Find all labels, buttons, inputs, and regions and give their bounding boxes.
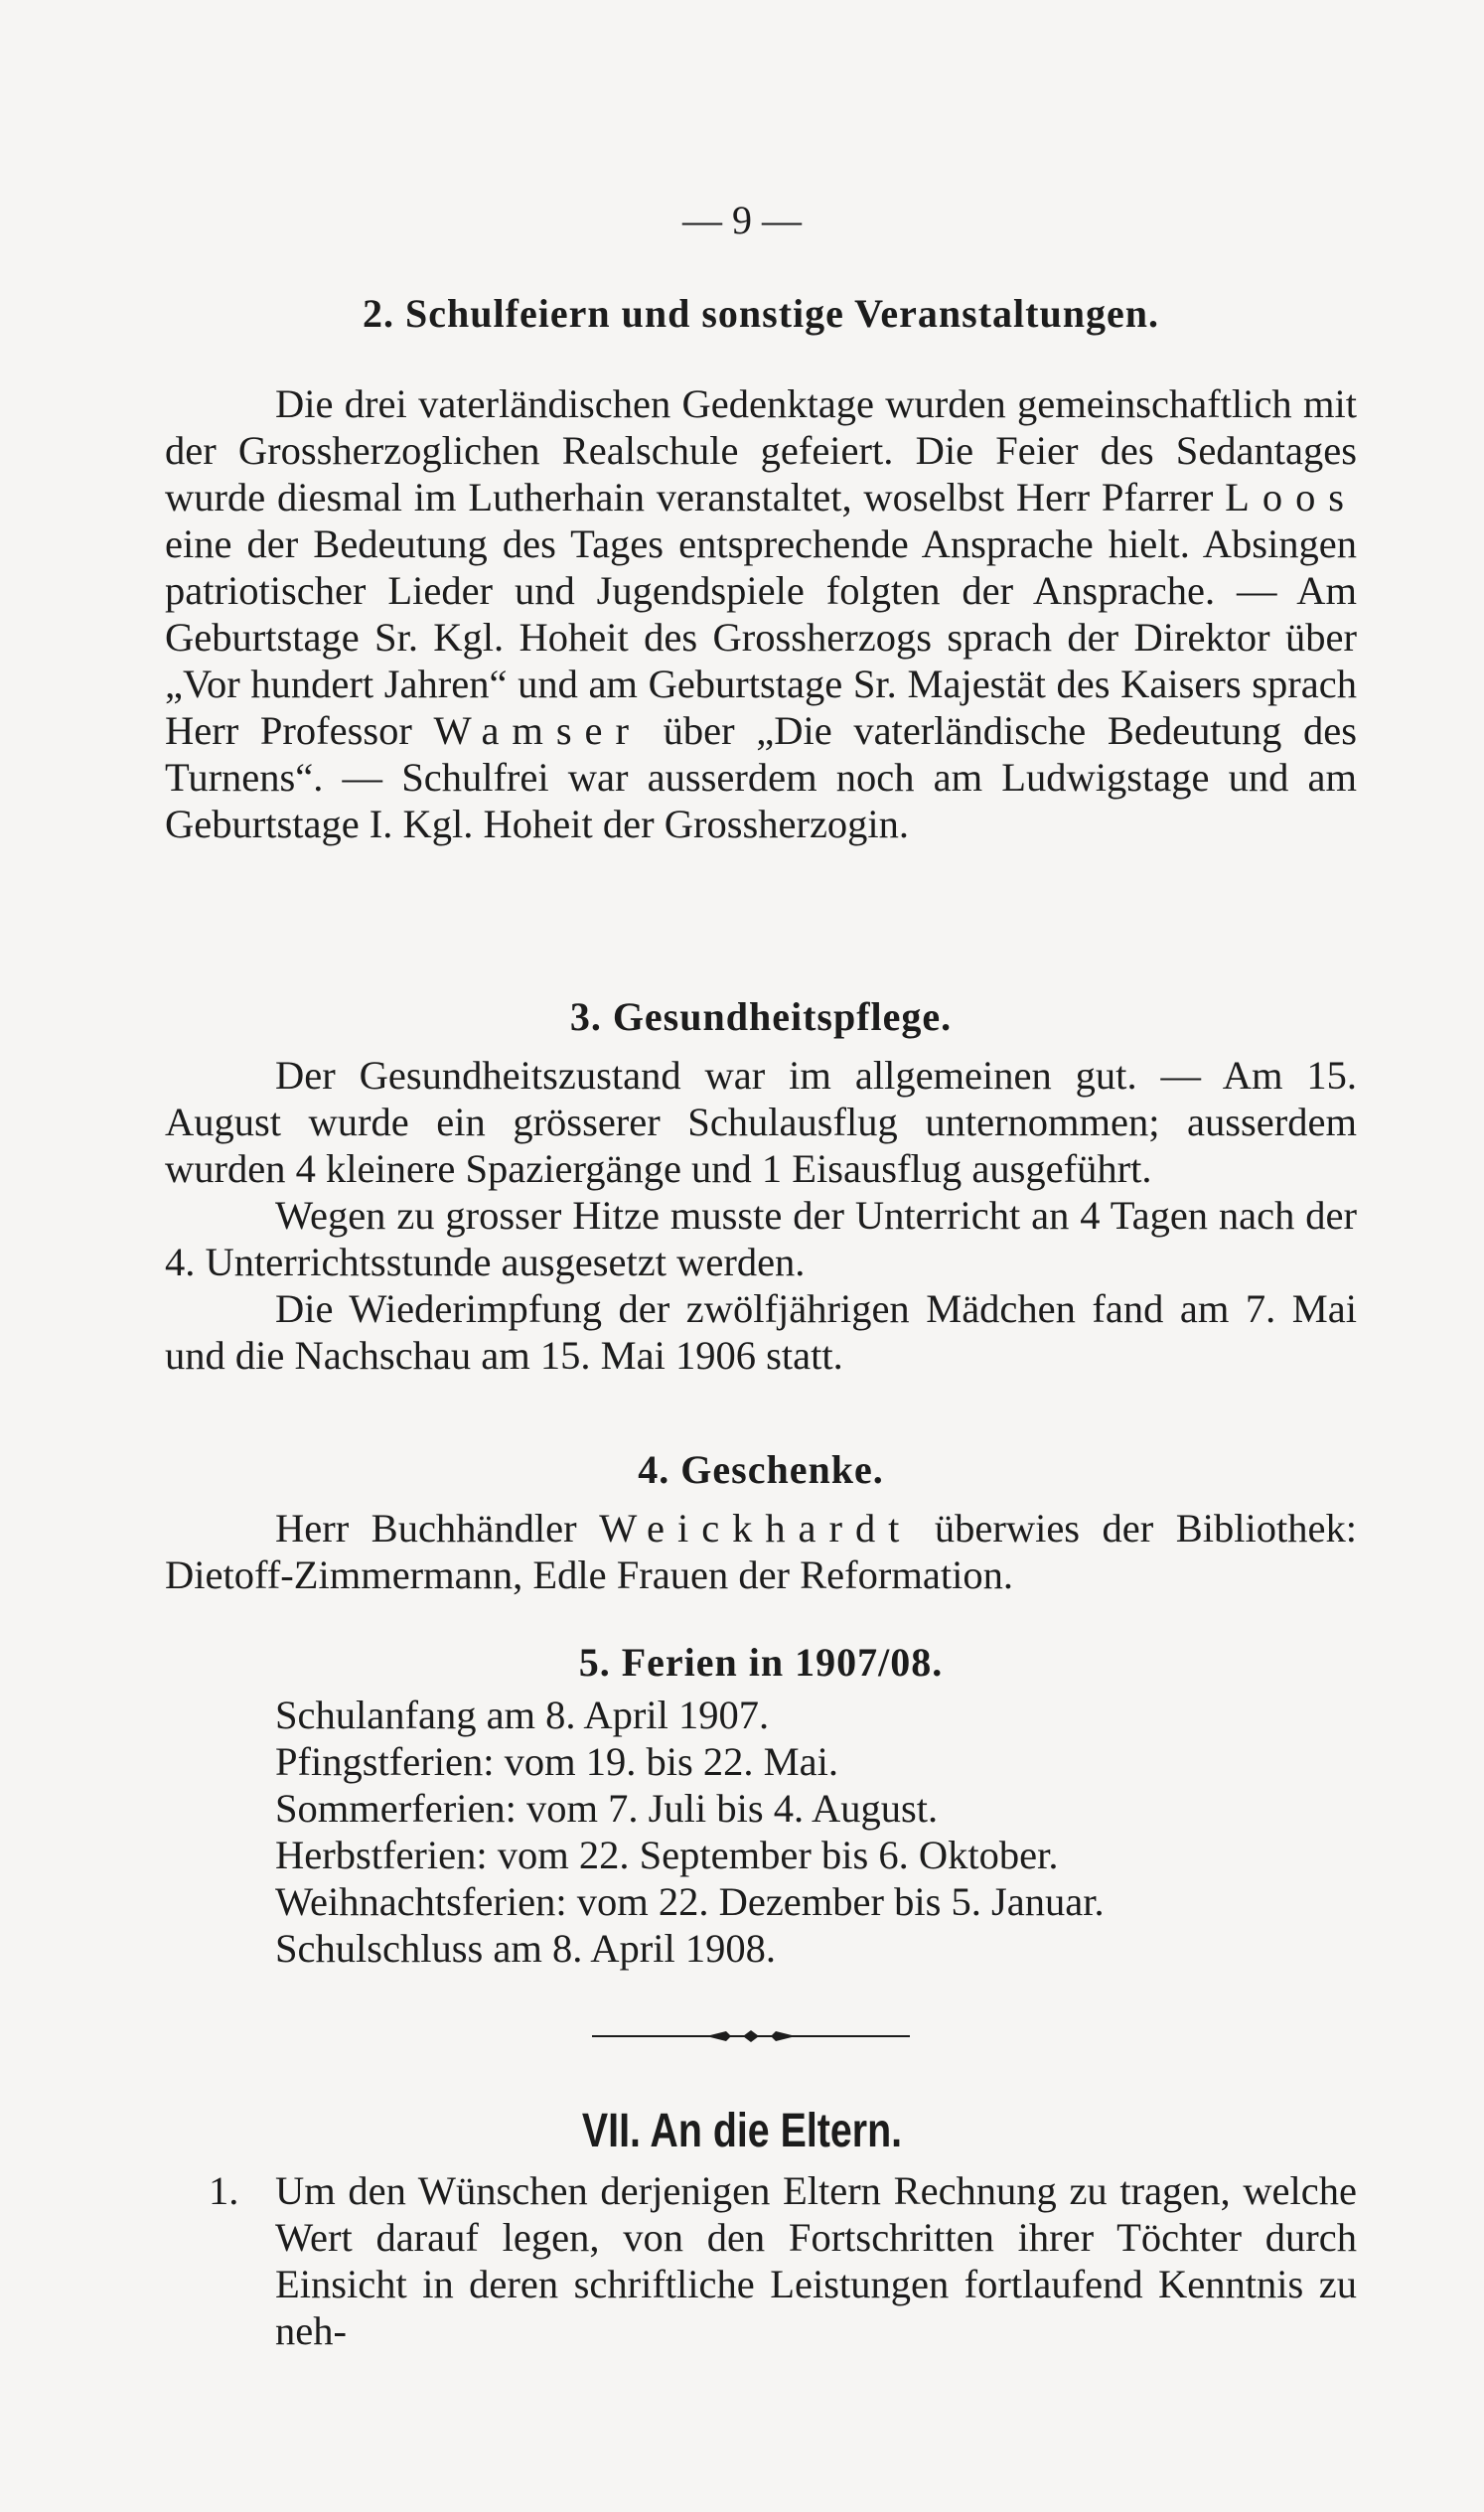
- section-health-care: [165, 993, 1357, 1379]
- holiday-line: Pfingstferien: vom 19. bis 22. Mai.: [275, 1739, 838, 1784]
- spaced-name: Wamser: [433, 708, 642, 753]
- paragraph: Die drei vaterländischen Gedenktage wurden gemeinschaftlich mit der Grossherzoglichen Realschule gefeiert. Die Feier des Sedantages wurde diesmal im Lutherhain veranstaltet, woselbst Herr Pfarrer Loos eine der Bedeutung des Tages entsprechende Ansprache hielt. Absingen patriotischer Lieder und Jugendspiele folgten der Ansprache. — Am Geburtstage Sr. Kgl. Hoheit des Grossherzogs sprach der Direktor über „Vor hundert Jahren“ und am Geburtstage Sr. Majestät des Kaisers sprach Herr Professor Wamser über „Die vaterländische Bedeutung des Turnens“. — Schulfrei war ausserdem noch am Ludwigstage und am Geburtstage I. Kgl. Hoheit der Grossherzogin.: [165, 381, 1357, 846]
- item-number: 1.: [209, 2168, 239, 2213]
- holiday-line: Weihnachtsferien: vom 22. Dezember bis 5. Januar.: [275, 1879, 1105, 1924]
- paragraph: Die Wiederimpfung der zwölfjährigen Mädchen fand am 7. Mai und die Nachschau am 15. Mai 1906 statt.: [165, 1286, 1357, 1378]
- paragraph: Der Gesundheitszustand war im allgemeinen gut. — Am 15. August wurde ein grösserer Schulausflug unternommen; ausserdem wurden 4 kleinere Spaziergänge und 1 Eisausflug ausgeführt.: [165, 1053, 1357, 1191]
- section-holidays: [165, 1639, 1357, 1972]
- paragraph: Herr Buchhändler Weickhardt überwies der Bibliothek: Dietoff-Zimmermann, Edle Frauen der Reformation.: [165, 1506, 1357, 1597]
- holiday-line: Schulschluss am 8. April 1908.: [275, 1926, 776, 1971]
- holiday-line: Herbstferien: vom 22. September bis 6. Oktober.: [275, 1833, 1059, 1877]
- numbered-item: [165, 2167, 1357, 2354]
- page-number: — 9 —: [682, 198, 802, 242]
- holiday-line: Schulanfang am 8. April 1907.: [275, 1693, 770, 1737]
- section-heading: 2. Schulfeiern und sonstige Veranstaltungen.: [363, 291, 1159, 336]
- section-heading: 4. Geschenke.: [638, 1447, 884, 1492]
- spaced-name: Loos: [1225, 475, 1357, 519]
- spaced-name: Weickhardt: [599, 1506, 913, 1551]
- section-gifts: [165, 1446, 1357, 1598]
- paragraph: Wegen zu grosser Hitze musste der Unterricht an 4 Tagen nach der 4. Unterrichtsstunde ausgesetzt werden.: [165, 1193, 1357, 1284]
- section-heading: 3. Gesundheitspflege.: [569, 994, 953, 1039]
- chapter-heading: VII. An die Eltern.: [581, 2105, 903, 2157]
- ornamental-divider: [592, 2028, 910, 2044]
- paragraph: Um den Wünschen derjenigen Eltern Rechnung zu tragen, welche Wert darauf legen, von den Fortschritten ihrer Töchter durch Einsicht in deren schriftliche Leistungen fortlaufend Kenntnis zu neh-: [275, 2168, 1357, 2353]
- holiday-line: Sommerferien: vom 7. Juli bis 4. August.: [275, 1786, 939, 1831]
- section-heading: 5. Ferien in 1907/08.: [578, 1640, 944, 1685]
- section-school-celebrations: [165, 290, 1357, 847]
